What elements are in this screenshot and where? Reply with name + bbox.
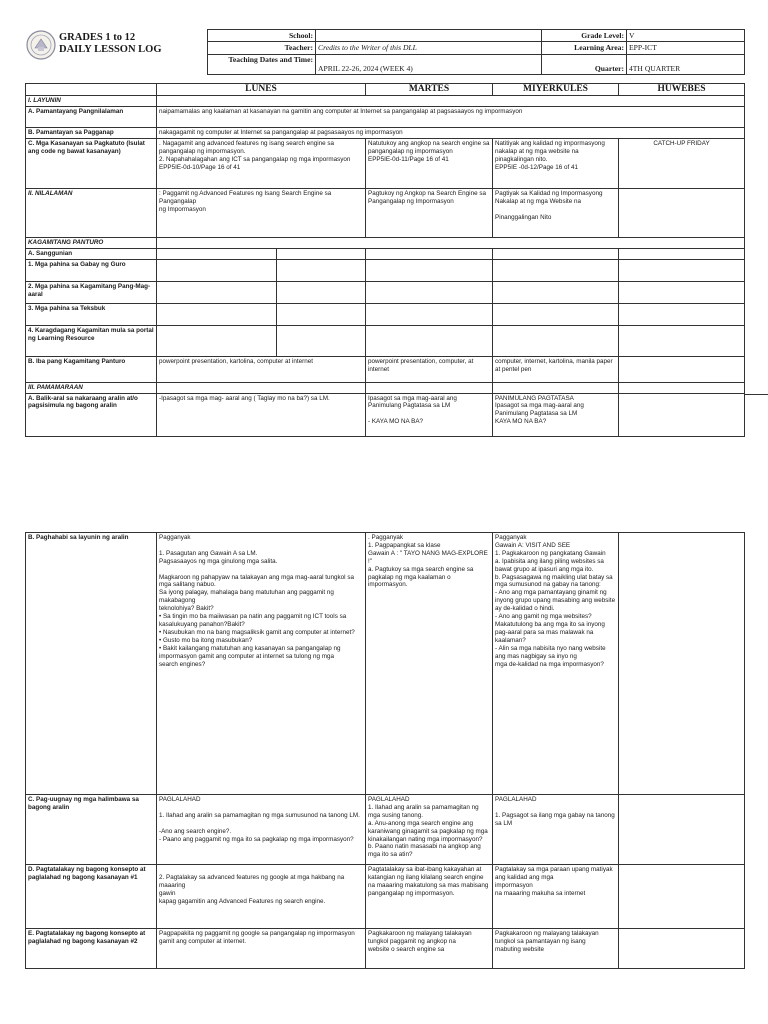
pagtatalakay-2-huwebes: Pagkakaroon ng malayang talakayan tungkol sa pamantayan ng isang mabuting website	[493, 929, 619, 969]
teaching-dates-value: APRIL 22-26, 2024 (WEEK 4)	[316, 54, 542, 74]
pamantayan-pagganap-value: nakagagamit ng computer at Internet sa pangangalap at pagsasaayos ng impormasyon	[157, 127, 745, 138]
deped-seal-logo	[26, 30, 56, 60]
row-label-pagtatalakay-2: E. Pagtatalakay ng bagong konsepto at paglalahad ng bagong kasanayan #2	[26, 929, 157, 969]
pamantayang-pangnilalaman-value: naipamamalas ang kaalaman at kasanayan na gamitin ang computer at Internet sa pangangalap at pagsasaayos ng impormasyon	[157, 106, 745, 127]
iba-pang-kagamitan-lunes: powerpoint presentation, kartolina, computer at internet	[157, 356, 366, 382]
row-label-nilalaman: II. NILALAMAN	[26, 188, 157, 237]
nilalaman-miyerkules: Pagtukoy ng Angkop na Search Engine sa Pangangalap ng Impormasyon	[366, 188, 493, 237]
row-label-sanggunian: A. Sanggunian	[26, 248, 157, 259]
teacher-value: Credits to the Writer of this DLL	[316, 42, 542, 54]
header	[25, 29, 744, 75]
row-label-pag-uugnay: C. Pag-uugnay ng mga halimbawa sa bagong aralin	[26, 795, 157, 865]
learning-area-value: EPP-ICT	[627, 42, 745, 54]
day-header-lunes: LUNES	[157, 84, 366, 96]
lesson-log-table-2	[25, 532, 745, 969]
section-kagamitang-panturo: KAGAMITANG PANTURO	[26, 237, 157, 248]
balik-aral-lunes: -Ipasagot sa mga mag- aaral ang ( Taglay mo na ba?) sa LM.	[157, 393, 366, 436]
section-layunin: I. LAYUNIN	[26, 96, 157, 107]
paghahabi-lunes: Pagganyak 1. Pasagutan ang Gawain A sa LM. Pagsasaayos ng mga ginulong mga salita. Magkaroon ng pahapyaw na talakayan ang mga mag-aaral tungkol sa mga salitang nabuo. Sa iyong palagay, mahalaga bang matutuhan ang paggamit ng makabagong teknolohiya? Bakit? • Sa tingin mo ba maiiwasan pa natin ang paggamit ng ICT tools sa kasalukuyang panahon?Bakit? • Nasubukan mo na bang magsaliksik gamit ang computer at internet? • Gusto mo ba itong masubukan? • Bakit kailangang matutuhan ang kasanayan sa pangangalap ng impormasyon gamit ang computer at internet sa tulong ng mga search engines?	[157, 533, 366, 795]
iba-pang-kagamitan-huwebes: computer, internet, kartolina, manila paper at pentel pen	[493, 356, 619, 382]
nilalaman-huwebes: Pagtiyak sa Kalidad ng Impormasyong Nakalap at ng mga Website na Pinanggalingan Nito	[493, 188, 619, 237]
form-title-dll: DAILY LESSON LOG	[59, 44, 162, 55]
teacher-label: Teacher:	[208, 42, 316, 54]
pag-uugnay-lunes: PAGLALAHAD 1. Ilahad ang aralin sa pamamagitan ng mga sumusunod na tanong LM. -Ano ang search engine?. - Paano ang paggamit ng mga ito sa pagkalap ng mga impormasyon?	[157, 795, 366, 865]
kasanayan-biyernes: CATCH-UP FRIDAY	[619, 138, 745, 188]
lesson-log-table-1	[25, 83, 745, 437]
paghahabi-huwebes: Pagganyak Gawain A: VISIT AND SEE 1. Pagkakaroon ng pangkatang Gawain a. Ipabisita ang ilang piling websites sa bawat grupo at ipasuri ang mga ito. b. Pagsasagawa ng maikling ulat batay sa mga sumusunod na gabay na tanong: - Ano ang mga pamantayang ginamit ng inyong grupo upang masabing ang website ay de-kalidad o hindi. - Ano ang gamit ng mga websites? Makatutulong ba ang mga ito sa inyong pag-aaral para sa mas malawak na kaalaman? - Alin sa mga nabisita nyo nang website ang mas nagbigay sa inyo ng mga de-kalidad na mga impormasyon?	[493, 533, 619, 795]
section-pamamaraan: III. PAMAMARAAN	[26, 382, 157, 393]
quarter-value: 4TH QUARTER	[627, 54, 745, 74]
form-title-grades: GRADES 1 to 12	[59, 32, 136, 43]
row-label-gabay-guro: 1. Mga pahina sa Gabay ng Guro	[26, 259, 157, 281]
row-label-pagtatalakay-1: D. Pagtatalakay ng bagong konsepto at paglalahad ng bagong kasanayan #1	[26, 865, 157, 929]
pagtatalakay-1-lunes: 2. Pagtalakay sa advanced features ng google at mga hakbang na maaaring gawin kapag gagamitin ang Advanced Features ng search engine.	[157, 865, 366, 929]
row-label-kasanayan: C. Mga Kasanayan sa Pagkatuto (Isulat ang code ng bawat kasanayan)	[26, 138, 157, 188]
kasanayan-lunes: . Nagagamit ang advanced features ng isang search engine sa pangangalap ng impormasyon. 2. Napahahalagahan ang ICT sa pangangalap ng mga impormasyon EPP5IE-0d-10/Page 16 of 41	[157, 138, 366, 188]
row-label-pamantayang-pangnilalaman: A. Pamantayang Pangnilalaman	[26, 106, 157, 127]
day-header-miyerkules: MIYERKULES	[493, 84, 619, 96]
pagtatalakay-1-huwebes: Pagtalakay sa mga paraan upang matiyak ang kalidad ang mga impormasyon na maaaring makuha sa internet	[493, 865, 619, 929]
paghahabi-miyerkules: . Pagganyak 1. Pagpapangkat sa klase Gawain A : " TAYO NANG MAG-EXPLORE !" a. Pagtukoy sa mga search engine sa pagkalap ng mga kaalaman o impormasyon.	[366, 533, 493, 795]
row-label-paghahabi: B. Paghahabi sa layunin ng aralin	[26, 533, 157, 795]
grade-level-value: V	[627, 30, 745, 42]
kasanayan-miyerkules: Natutukoy ang angkop na search engine sa pangangalap ng impormasyon EPP5IE-0d-11/Page 16 of 41	[366, 138, 493, 188]
pagtatalakay-1-miyerkules: Pagtatalakay sa ibat-ibang kakayahan at katangian ng ilang kilalang search engine na maaaring makatulong sa mas mabisang pangangalap ng impormasyon.	[366, 865, 493, 929]
quarter-label: Quarter:	[542, 54, 627, 74]
learning-area-label: Learning Area:	[542, 42, 627, 54]
pagtatalakay-2-lunes: Pagpapakita ng paggamit ng google sa pangangalap ng impormasyon gamit ang computer at internet.	[157, 929, 366, 969]
corner-cell	[26, 84, 157, 96]
iba-pang-kagamitan-miyerkules: powerpoint presentation, computer, at internet	[366, 356, 493, 382]
school-value	[316, 30, 542, 42]
header-info-table	[207, 29, 745, 75]
row-label-pamantayan-pagganap: B. Pamantayan sa Pagganap	[26, 127, 157, 138]
nilalaman-lunes: : Paggamit ng Advanced Features ng Isang Search Engine sa Pangangalap ng Impormasyon	[157, 188, 366, 237]
row-label-iba-pang-kagamitan: B. Iba pang Kagamitang Panturo	[26, 356, 157, 382]
balik-aral-huwebes: PANIMULANG PAGTATASA Ipasagot sa mga mag-aaral ang Panimulang Pagtatasa sa LM KAYA MO NA BA?	[493, 393, 619, 436]
stray-line	[744, 394, 768, 395]
row-label-kagamitang-mag-aaral: 2. Mga pahina sa Kagamitang Pang-Mag-aaral	[26, 281, 157, 303]
teaching-dates-label: Teaching Dates and Time:	[208, 54, 316, 74]
day-header-huwebes: HUWEBES	[619, 84, 745, 96]
pagtatalakay-2-miyerkules: Pagkakaroon ng malayang talakayan tungkol paggamit ng angkop na website o search engine sa	[366, 929, 493, 969]
balik-aral-miyerkules: Ipasagot sa mga mag-aaral ang Panimulang Pagtatasa sa LM - KAYA MO NA BA?	[366, 393, 493, 436]
pag-uugnay-miyerkules: PAGLALAHAD 1. Ilahad ang aralin sa pamamagitan ng mga susing tanong. a. Anu-anong mga search engine ang karaniwang ginagamit sa pagkalap ng mga kinakailangan nating mga impormasyon? b. Paano natin masasabi na angkop ang mga ito sa atin?	[366, 795, 493, 865]
kasanayan-huwebes: Natitiyak ang kalidad ng impormasyong nakalap at ng mga website na pinagkalingan nito. EPP5IE -0d-12/Page 16 of 41	[493, 138, 619, 188]
row-label-balik-aral: A. Balik-aral sa nakaraang aralin at/o pagsisimula ng bagong aralin	[26, 393, 157, 436]
day-header-martes: MARTES	[366, 84, 493, 96]
row-label-karagdagang-kagamitan: 4. Karagdagang Kagamitan mula sa portal ng Learning Resource	[26, 325, 157, 356]
pag-uugnay-huwebes: PAGLALAHAD 1. Pagsagot sa ilang mga gabay na tanong sa LM	[493, 795, 619, 865]
row-label-teksbuk: 3. Mga pahina sa Teksbuk	[26, 303, 157, 325]
school-label: School:	[208, 30, 316, 42]
grade-level-label: Grade Level:	[542, 30, 627, 42]
